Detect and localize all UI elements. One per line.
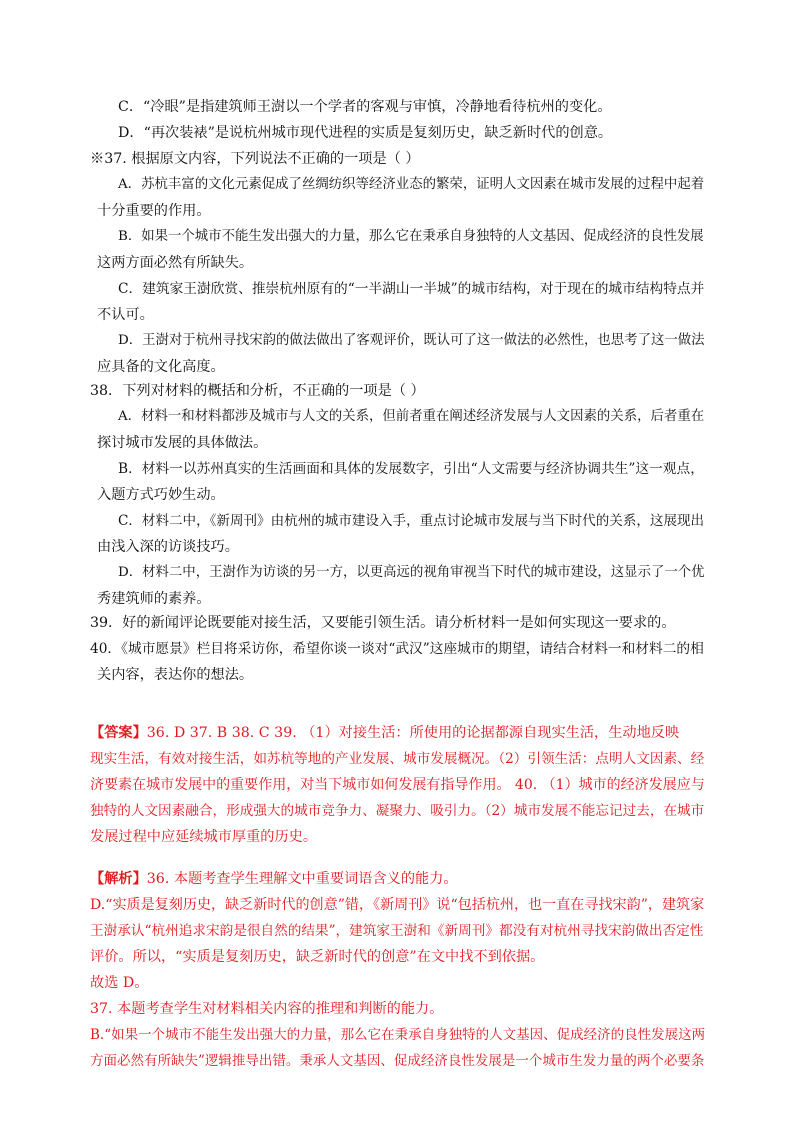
- answer-tag: 【答案】: [90, 725, 147, 741]
- q40-question: 40．《城市愿景》栏目将采访你，希望你谈一谈对“武汉”这座城市的期望，请结合材料一和材料二的相: [90, 641, 704, 657]
- q38-option-c-cont: 由浅入深的访谈技巧。: [97, 539, 239, 555]
- analysis-line-8: 方面必然有所缺失”逻辑推导出错。秉承人文基因、促成经济良性发展是一个城市生发力量的两个必要条: [90, 1053, 705, 1069]
- analysis-text-1: 36. 本题考查学生理解文中重要词语含义的能力。: [146, 871, 458, 887]
- analysis-tag: 【解析】: [90, 871, 147, 887]
- q37-option-b: B．如果一个城市不能生发出强大的力量，那么它在秉承自身独特的人文基因、促成经济的良性发展: [118, 229, 704, 244]
- answer-line-4: 独特的人文因素融合，形成强大的城市竞争力、凝聚力、吸引力。（2）城市发展不能忘记过去，在城市: [90, 803, 705, 819]
- q37-option-d: D．王澍对于杭州寻找宋韵的做法做出了客观评价，既认可了这一做法的必然性，也思考了这一做法: [118, 333, 705, 348]
- analysis-line-1: [90, 868, 458, 890]
- q36-option-d: D．“再次装裱”是说杭州城市现代进程的实质是复刻历史，缺乏新时代的创意。: [118, 125, 613, 141]
- answer-text-1: 36. D 37. B 38. C 39. （1）对接生活：所使用的论据都源自现实生活，生动地反映: [146, 725, 680, 741]
- q38-option-d-cont: 秀建筑师的素养。: [97, 591, 211, 607]
- q38-option-c: C．材料二中，《新周刊》由杭州的城市建设入手，重点讨论城市发展与当下时代的关系，这展现出: [118, 513, 705, 529]
- q38-option-a-cont: 探讨城市发展的具体做法。: [97, 435, 268, 451]
- answer-line-1: [90, 722, 679, 744]
- q38-option-b: B．材料一以苏州真实的生活画面和具体的发展数字，引出“人文需要与经济协调共生”这一观点，: [118, 461, 704, 477]
- q37-option-c-cont: 不认可。: [97, 307, 154, 323]
- answer-line-3: 济要素在城市发展中的重要作用，对当下城市如何发展有指导作用。 40. （1）城市的经济发展应与: [90, 777, 705, 793]
- analysis-line-3: 王澍承认“杭州追求宋韵是很自然的结果”，建筑家王澍和《新周刊》都没有对杭州寻找宋韵做出否定性: [90, 923, 704, 939]
- answer-line-2: 现实生活，有效对接生活，如苏杭等地的产业发展、城市发展概况。（2）引领生活：点明人文因素、经: [90, 751, 705, 767]
- answer-line-5: 发展过程中应延续城市厚重的历史。: [90, 829, 318, 845]
- q37-option-d-cont: 应具备的文化高度。: [97, 359, 225, 375]
- q36-option-c: C．“冷眼”是指建筑师王澍以一个学者的客观与审慎，冷静地看待杭州的变化。: [118, 99, 612, 115]
- q37-option-c: C．建筑家王澍欣赏、推崇杭州原有的“一半湖山一半城”的城市结构，对于现在的城市结构特点并: [118, 281, 705, 297]
- analysis-line-5: 故选 D。: [90, 975, 149, 991]
- analysis-line-2: D.“实质是复刻历史，缺乏新时代的创意”错，《新周刊》说“包括杭州，也一直在寻找宋韵”，建筑家: [90, 897, 705, 913]
- q38-option-d: D．材料二中，王澍作为访谈的另一方，以更高远的视角审视当下时代的城市建设，这显示了一个优: [118, 565, 705, 580]
- q37-option-b-cont: 这两方面必然有所缺失。: [97, 255, 254, 271]
- q40-question-cont: 关内容，表达你的想法。: [97, 667, 254, 683]
- q37-option-a-cont: 十分重要的作用。: [97, 203, 211, 219]
- q38-option-b-cont: 入题方式巧妙生动。: [97, 487, 225, 503]
- q38-stem: 38．下列对材料的概括和分析，不正确的一项是（ ）: [90, 383, 425, 399]
- analysis-line-7: B.“如果一个城市不能生发出强大的力量，那么它在秉承自身独特的人文基因、促成经济的良性发展这两: [90, 1027, 706, 1043]
- q39-question: 39．好的新闻评论既要能对接生活，又要能引领生活。请分析材料一是如何实现这一要求的。: [90, 615, 676, 631]
- q37-stem: ※37. 根据原文内容，下列说法不正确的一项是（ ）: [90, 151, 420, 167]
- q38-option-a: A．材料一和材料都涉及城市与人文的关系，但前者重在阐述经济发展与人文因素的关系，后者重在: [118, 409, 705, 424]
- analysis-line-6: 37. 本题考查学生对材料相关内容的推理和判断的能力。: [90, 1001, 444, 1017]
- q37-option-a: A．苏杭丰富的文化元素促成了丝绸纺织等经济业态的繁荣，证明人文因素在城市发展的过程中起着: [118, 177, 705, 192]
- analysis-line-4: 评价。所以，“实质是复刻历史，缺乏新时代的创意”在文中找不到依据。: [90, 949, 545, 965]
